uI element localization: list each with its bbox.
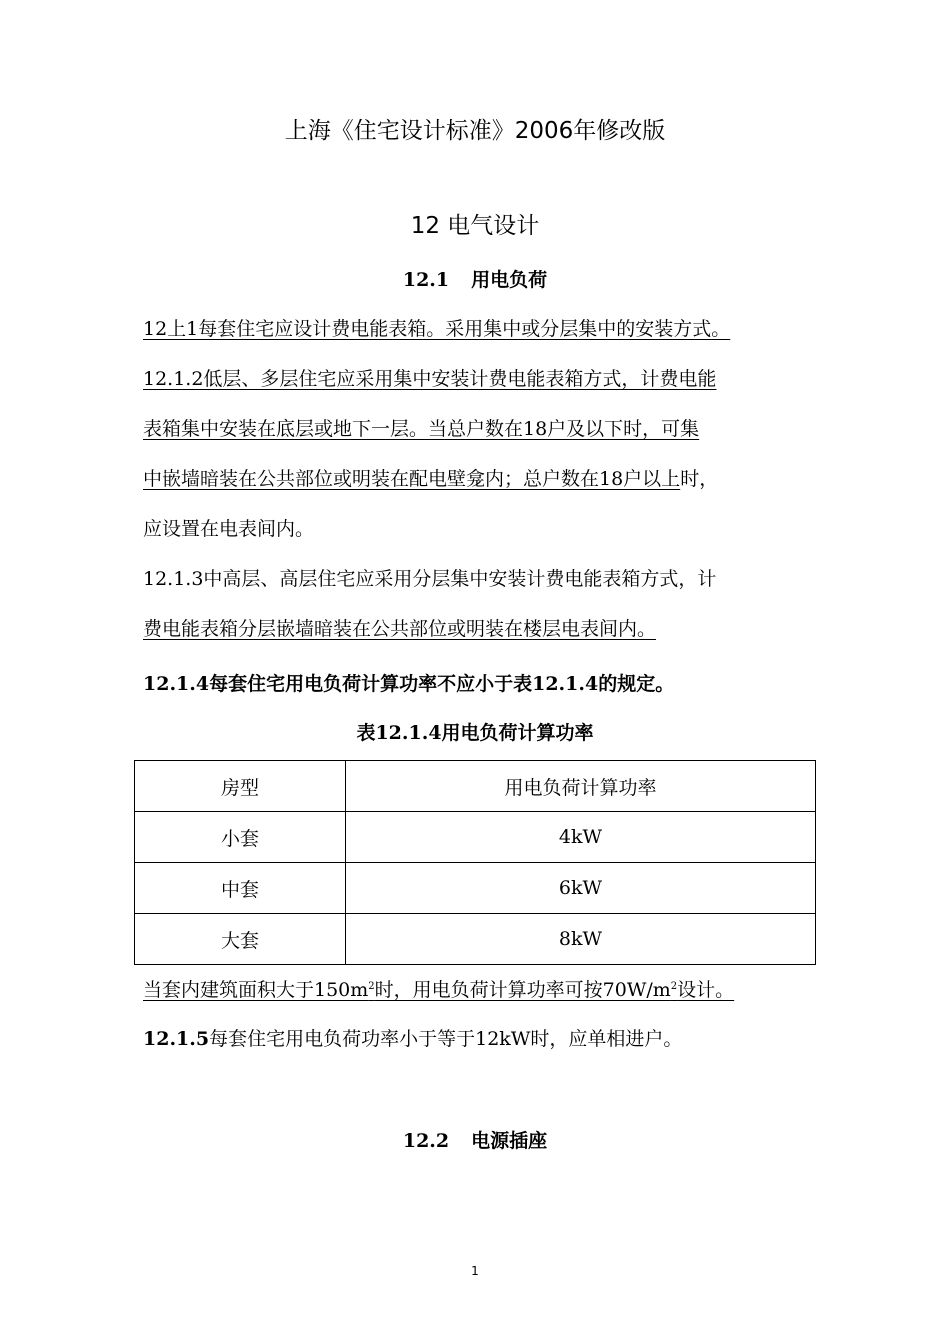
clause-12-1-5 [143,1026,682,1052]
clause-12-1-2-line-3 [143,466,718,492]
page-number: 1 [471,1264,479,1278]
document-title: 上海《住宅设计标准》2006年修改版 [284,118,666,144]
clause-12-1-1: 12上1每套住宅应设计费电能表箱。采用集中或分层集中的安装方式。 [143,318,731,340]
table-row [135,863,816,914]
section-title: 用电负荷 [471,269,548,291]
header-cell-power: 用电负荷计算功率 [346,761,816,812]
superscript-2: 2 [368,981,375,992]
table-caption: 表12.1.4用电负荷计算功率 [356,722,594,744]
clause-12-1-3-line-1: 12.1.3中高层、高层住宅应采用分层集中安装计费电能表箱方式，计 [143,568,717,590]
section-title: 电源插座 [471,1130,548,1152]
cell-power: 6kW [346,863,816,914]
table-note-part-2: 时，用电负荷计算功率可按70W/m [374,979,671,1001]
chapter-heading: 12 电气设计 [410,213,540,239]
clause-text: 每套住宅用电负荷功率小于等于12kW时，应单相进户。 [209,1028,683,1050]
cell-room-type: 大套 [135,914,346,965]
section-heading-12-2 [0,1126,950,1153]
cell-power: 8kW [346,914,816,965]
superscript-2: 2 [670,981,678,992]
clause-12-1-4: 12.1.4每套住宅用电负荷计算功率不应小于表12.1.4的规定。 [143,673,675,695]
table-row [135,914,816,965]
table-note-part-3: 设计。 [677,979,735,1001]
cell-power: 4kW [346,812,816,863]
table-row [135,812,816,863]
load-power-table [134,760,816,965]
table-header-row [135,761,816,812]
clause-12-1-2-line-2: 表箱集中安装在底层或地下一层。当总户数在18户及以下时，可集 [143,418,700,440]
clause-12-1-2-line-4: 应设置在电表间内。 [143,518,315,540]
clause-12-1-2-line-1: 12.1.2低层、多层住宅应采用集中安装计费电能表箱方式，计费电能 [143,368,717,390]
cell-room-type: 中套 [135,863,346,914]
section-number: 12.2 [402,1130,450,1152]
clause-12-1-2-line-3-end: 时， [680,468,719,490]
cell-room-type: 小套 [135,812,346,863]
section-heading-12-1 [0,265,950,292]
clause-12-1-3-line-2: 费电能表箱分层嵌墙暗装在公共部位或明装在楼层电表间内。 [143,618,657,640]
section-number: 12.1 [402,269,450,291]
clause-number: 12.1.5 [143,1028,210,1050]
table-note-part-1: 当套内建筑面积大于150m [143,979,369,1001]
header-cell-room-type: 房型 [135,761,346,812]
table-note [143,977,734,1003]
clause-12-1-2-line-3-underlined: 中嵌墙暗装在公共部位或明装在配电壁龛内；总户数在18户以上 [143,468,681,490]
